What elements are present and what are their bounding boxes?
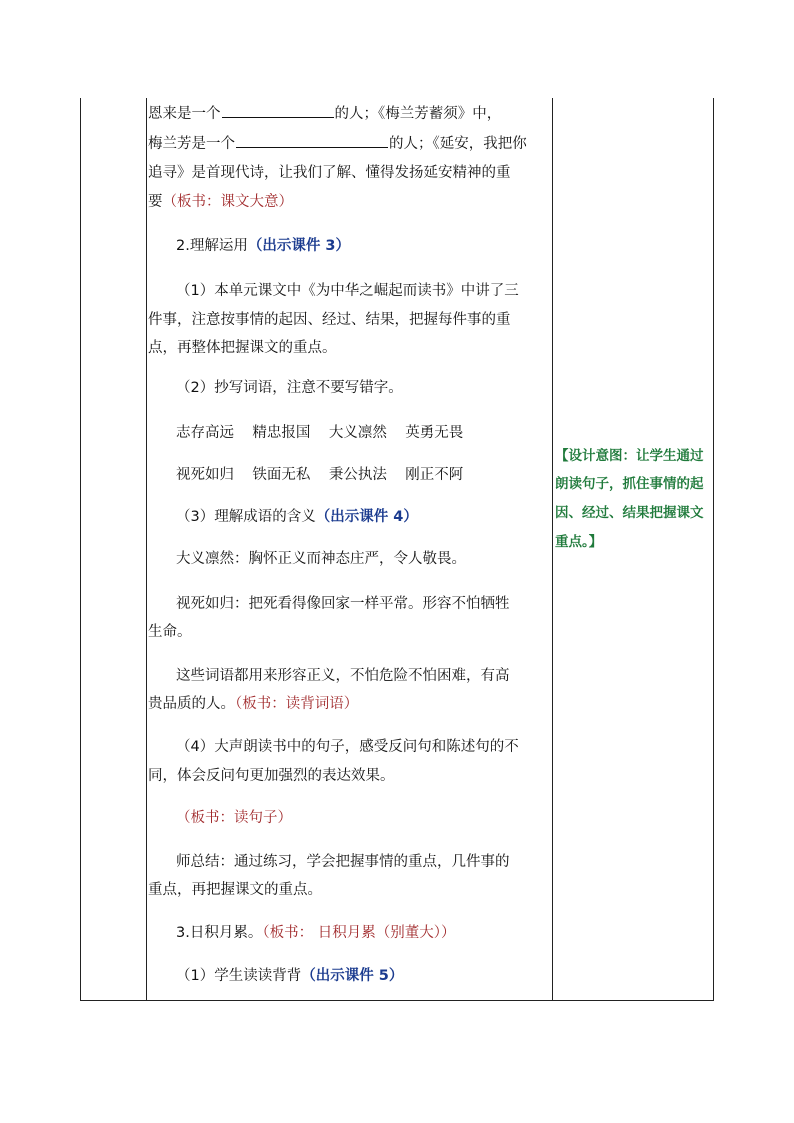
text-line	[148, 133, 527, 154]
word-list: 志存高远 精忠报国 大义凛然 英勇无畏	[176, 425, 464, 441]
text-line: 重点，再把握课文的重点。	[148, 882, 322, 898]
text-run: 的人；《梅兰芳蓄须》中，	[334, 106, 502, 122]
text-line: 同，体会反问句更加强烈的表达效果。	[148, 768, 395, 784]
text-run: 要	[148, 194, 163, 210]
board-note: （板书：读背词语）	[235, 696, 359, 712]
word-list: 视死如归 铁面无私 秉公执法 刚正不阿	[176, 467, 464, 483]
text-line: 生命。	[148, 624, 192, 640]
board-note: （板书：课文大意）	[162, 194, 293, 210]
text-run: 3.日积月累。	[176, 925, 263, 941]
section-heading	[176, 923, 455, 943]
text-run: （3）理解成语的含义	[176, 509, 316, 525]
design-intent-line: 重点。】	[555, 534, 603, 550]
text-line: 师总结：通过练习，学会把握事情的重点，几件事的	[176, 854, 510, 870]
courseware-note: （出示课件 5）	[301, 968, 404, 984]
text-run: （1）学生读读背背	[176, 968, 302, 984]
column-divider-1	[146, 98, 147, 1000]
text-line	[148, 192, 293, 212]
text-line: 点，再整体把握课文的重点。	[148, 340, 337, 356]
board-note: （板书：读句子）	[176, 810, 292, 826]
fill-blank	[236, 133, 388, 148]
table-left-border	[80, 98, 81, 1000]
text-line: 视死如归：把死看得像回家一样平常。形容不怕牺牲	[176, 596, 510, 612]
table-bottom-border	[80, 1000, 714, 1001]
text-line	[176, 507, 418, 527]
table-right-border	[713, 98, 714, 1000]
text-run: 贵品质的人。	[148, 696, 235, 712]
text-line: 件事，注意按事情的起因、经过、结果，把握每件事的重	[148, 312, 511, 328]
text-line: 这些词语都用来形容正义，不怕危险不怕困难，有高	[176, 668, 510, 684]
text-line: 追寻》是首现代诗，让我们了解、懂得发扬延安精神的重	[148, 165, 511, 181]
text-line	[176, 966, 403, 986]
text-run: 梅兰芳是一个	[148, 136, 235, 152]
design-intent-line: 朗读句子，抓住事情的起	[555, 476, 704, 492]
fill-blank	[222, 103, 334, 118]
text-line: 大义凛然：胸怀正义而神态庄严，令人敬畏。	[176, 551, 466, 567]
text-run: 恩来是一个	[148, 106, 221, 122]
courseware-note: （出示课件 4）	[315, 509, 418, 525]
text-run: 的人；《延安，我把你	[389, 136, 527, 152]
text-line: （1）本单元课文中《为中华之崛起而读书》中讲了三	[176, 283, 519, 299]
text-line	[148, 694, 358, 714]
design-intent-line: 因、经过、结果把握课文	[555, 505, 704, 521]
text-line: （2）抄写词语，注意不要写错字。	[176, 380, 403, 396]
column-divider-2	[552, 98, 553, 1000]
courseware-note: （出示课件 3）	[247, 238, 350, 254]
board-note: （板书： 日积月累（别董大））	[262, 925, 456, 941]
section-heading	[176, 236, 350, 256]
text-line: （4）大声朗读书中的句子，感受反问句和陈述句的不	[176, 739, 519, 755]
design-intent-line: 【设计意图：让学生通过	[555, 448, 704, 464]
text-line	[148, 103, 501, 124]
text-run: 2.理解运用	[176, 238, 248, 254]
